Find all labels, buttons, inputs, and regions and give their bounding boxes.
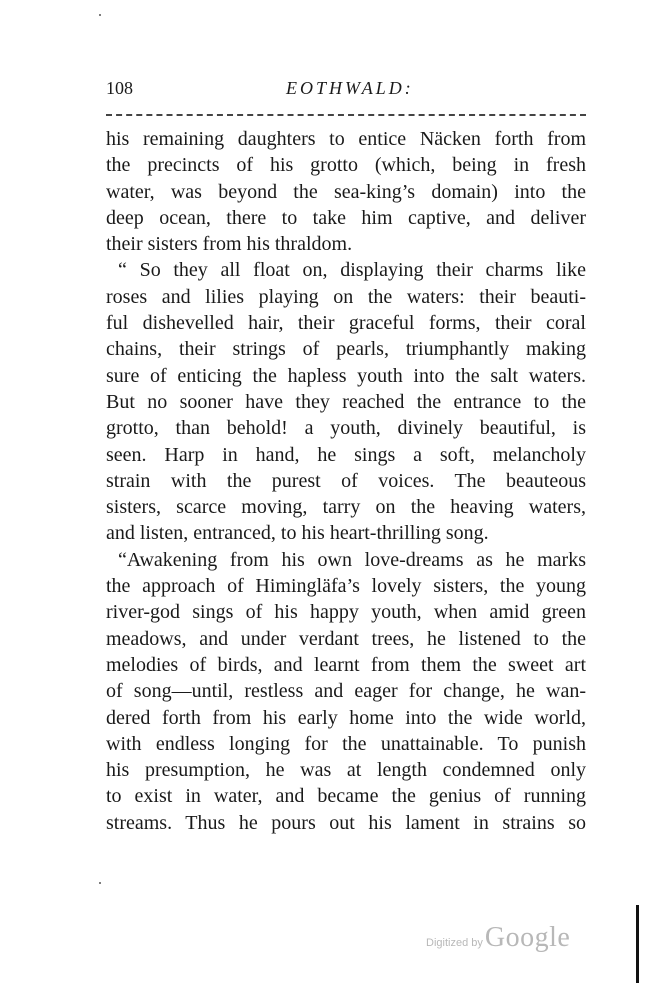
scan-speck [99, 14, 101, 16]
text-line: with endless longing for the unattainable. To punish [106, 732, 586, 755]
text-line: the precincts of his grotto (which, being in fresh [106, 154, 586, 177]
scan-edge-mark [636, 905, 639, 983]
digitized-watermark [426, 922, 570, 962]
watermark-prefix: Digitized by [426, 937, 483, 949]
text-line: roses and lilies playing on the waters: their beauti- [106, 285, 586, 308]
text-line: dered forth from his early home into the wide world, [106, 706, 586, 729]
running-head [106, 72, 586, 102]
text-line: deep ocean, there to take him captive, and deliver [106, 206, 586, 229]
text-line: chains, their strings of pearls, triumphantly making [106, 338, 586, 361]
text-line: “ So they all float on, displaying their charms like [118, 259, 586, 282]
text-line: grotto, than behold! a youth, divinely beautiful, is [106, 417, 586, 440]
text-line: But no sooner have they reached the entrance to the [106, 390, 586, 413]
page-number: 108 [106, 78, 133, 98]
text-line: ful dishevelled hair, their graceful forms, their coral [106, 312, 586, 335]
text-line: and listen, entranced, to his heart-thrilling song. [106, 522, 489, 545]
text-line: the approach of Himingläfa’s lovely sisters, the young [106, 575, 586, 598]
text-line: water, was beyond the sea-king’s domain) into the [106, 180, 586, 203]
text-line: his remaining daughters to entice Näcken forth from [106, 128, 586, 150]
text-line: seen. Harp in hand, he sings a soft, melancholy [106, 443, 586, 466]
google-logo: Google [484, 922, 571, 953]
text-line: melodies of birds, and learnt from them the sweet art [106, 653, 586, 676]
running-title: EOTHWALD: [286, 78, 414, 98]
text-line: “Awakening from his own love-dreams as he marks [118, 548, 586, 571]
text-line: their sisters from his thraldom. [106, 233, 353, 256]
text-line: of song—until, restless and eager for change, he wan- [106, 680, 586, 703]
text-line: to exist in water, and became the genius of running [106, 785, 586, 808]
text-line: sisters, scarce moving, tarry on the heaving waters, [106, 496, 586, 519]
text-line: meadows, and under verdant trees, he listened to the [106, 627, 586, 650]
text-line: his presumption, he was at length condemned only [106, 759, 586, 782]
text-line: strain with the purest of voices. The beauteous [106, 469, 586, 492]
body-text [106, 126, 586, 836]
scan-speck [99, 882, 101, 884]
text-line: river-god sings of his happy youth, when amid green [106, 601, 586, 624]
header-rule [106, 114, 586, 116]
text-line: streams. Thus he pours out his lament in strains so [106, 811, 586, 834]
text-line: sure of enticing the hapless youth into the salt waters. [106, 364, 586, 387]
